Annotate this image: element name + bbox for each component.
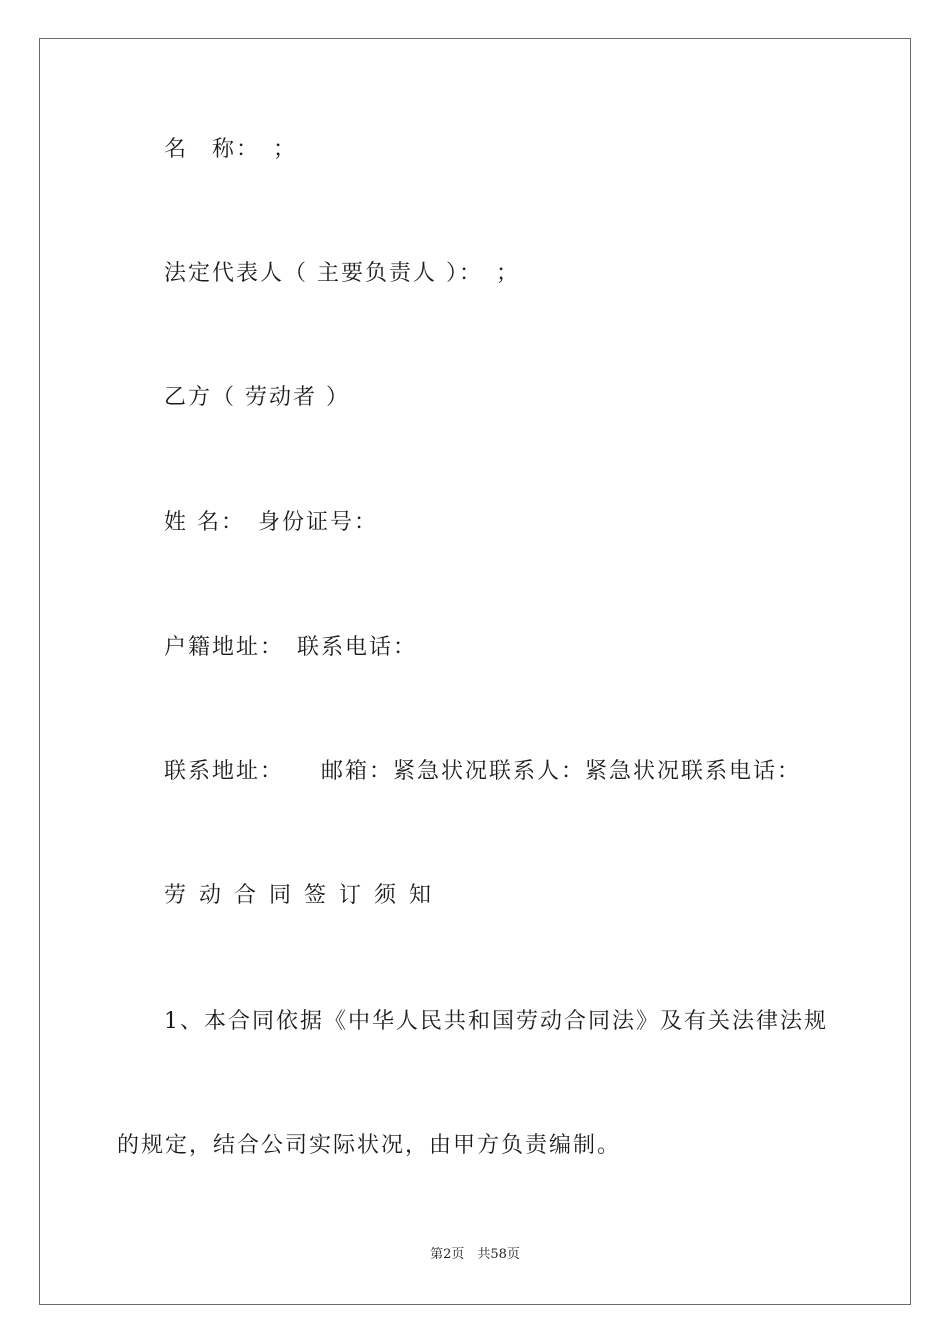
page-frame	[39, 38, 911, 1305]
paragraph-line-1: 1、本合同依据《中华人民共和国劳动合同法》及有关法律法规	[164, 1009, 828, 1034]
field-contact-details: 联系地址： 邮箱：紧急状况联系人：紧急状况联系电话：	[164, 759, 802, 784]
paragraph-line-2: 的规定，结合公司实际状况，由甲方负责编制。	[117, 1133, 622, 1158]
section-heading: 劳动合同签订须知	[164, 883, 445, 908]
field-legal-representative: 法定代表人（ 主要负责人 ）： ；	[164, 261, 520, 286]
party-b-heading: 乙方（ 劳动者 ）	[164, 385, 350, 410]
page-number-footer: 第2页 共58页	[430, 1247, 520, 1262]
field-name-id: 姓 名： 身份证号：	[164, 510, 378, 535]
field-company-name: 名 称： ；	[164, 137, 298, 162]
field-address-phone: 户籍地址： 联系电话：	[164, 635, 418, 660]
